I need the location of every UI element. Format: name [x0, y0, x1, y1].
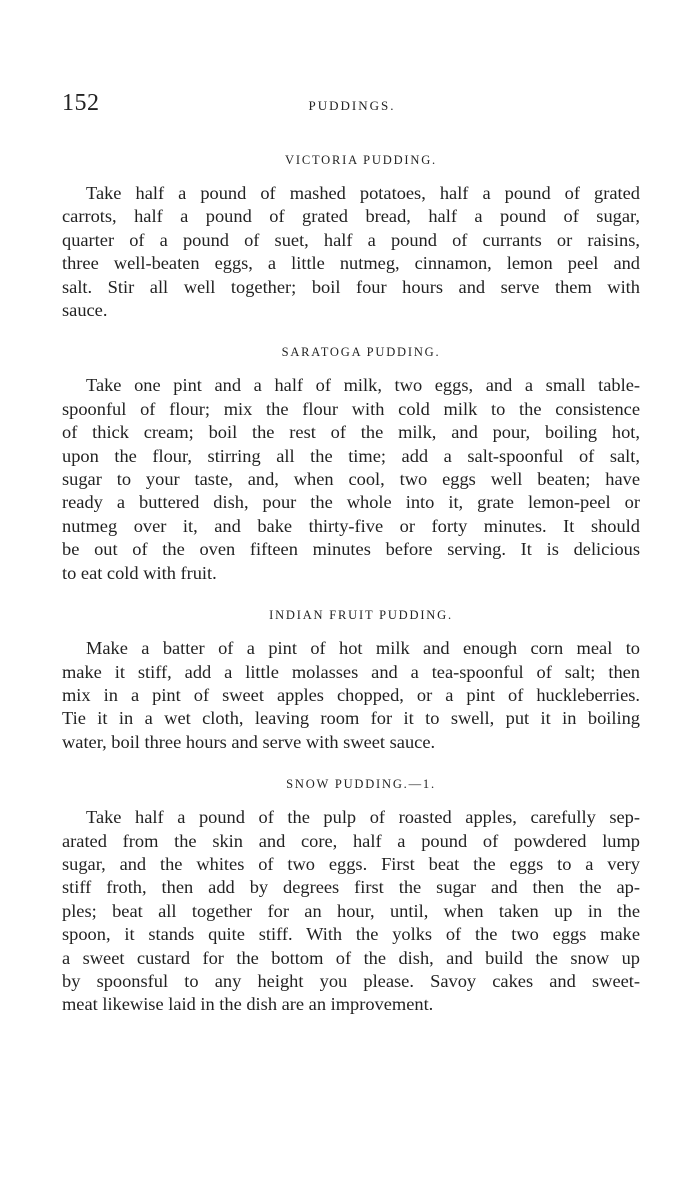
text-line: arated from the skin and core, half a pound of powdered lump [62, 830, 640, 851]
section-title: SNOW PUDDING.—1. [286, 777, 436, 792]
page-header [62, 90, 642, 120]
text-line: spoon, it stands quite stiff. With the yolks of the two eggs make [62, 924, 640, 945]
text-line: a sweet custard for the bottom of the dish, and build the snow up [62, 947, 640, 968]
text-line: Take half a pound of the pulp of roasted apples, carefully sep- [86, 807, 640, 828]
text-line: Take half a pound of mashed potatoes, half a pound of grated [86, 183, 640, 203]
text-line: Take one pint and a half of milk, two eggs, and a small table- [86, 375, 640, 396]
text-line: quarter of a pound of suet, half a pound of currants or raisins, [62, 229, 640, 250]
text-line: nutmeg over it, and bake thirty-five or forty minutes. It should [62, 515, 640, 536]
text-line: water, boil three hours and serve with sweet sauce. [62, 731, 436, 752]
recipe-paragraph [62, 806, 640, 1017]
page-content [62, 150, 640, 1017]
text-line: Tie it in a wet cloth, leaving room for it to swell, put it in boiling [62, 708, 640, 729]
running-head: PUDDINGS. [308, 98, 396, 113]
text-line: Make a batter of a pint of hot milk and enough corn meal to [86, 638, 640, 659]
text-line: be out of the oven fifteen minutes before serving. It is delicious [62, 539, 640, 560]
text-line: sauce. [62, 300, 108, 321]
text-line: mix in a pint of sweet apples chopped, or a pint of huckleberries. [62, 684, 640, 705]
section-title: SARATOGA PUDDING. [281, 345, 441, 360]
text-line: make it stiff, add a little molasses and a tea-spoonful of salt; then [62, 661, 640, 682]
text-line: upon the flour, stirring all the time; add a salt-spoonful of salt, [62, 445, 640, 466]
text-line: by spoonsful to any height you please. Savoy cakes and sweet- [62, 970, 640, 991]
recipe-paragraph [62, 374, 640, 585]
text-line: ples; beat all together for an hour, until, when taken up in the [62, 900, 640, 921]
text-line: sugar, and the whites of two eggs. First beat the eggs to a very [62, 853, 640, 874]
text-line: three well-beaten eggs, a little nutmeg, cinnamon, lemon peel and [62, 253, 640, 274]
page-number: 152 [62, 90, 100, 116]
text-line: spoonful of flour; mix the flour with cold milk to the consistence [62, 398, 640, 419]
section-title: VICTORIA PUDDING. [285, 153, 437, 167]
text-line: carrots, half a pound of grated bread, half a pound of sugar, [62, 206, 640, 227]
section-title: INDIAN FRUIT PUDDING. [269, 608, 453, 623]
text-line: sugar to your taste, and, when cool, two eggs well beaten; have [62, 469, 640, 490]
text-line: ready a buttered dish, pour the whole into it, grate lemon-peel or [62, 492, 640, 513]
text-line: stiff froth, then add by degrees first the sugar and then the ap- [62, 877, 640, 898]
text-line: salt. Stir all well together; boil four hours and serve them with [62, 276, 640, 297]
recipe-paragraph [62, 182, 640, 322]
recipe-paragraph [62, 637, 640, 754]
text-line: meat likewise laid in the dish are an improvement. [62, 994, 434, 1015]
text-line: to eat cold with fruit. [62, 562, 217, 583]
text-line: of thick cream; boil the rest of the milk, and pour, boiling hot, [62, 422, 640, 443]
